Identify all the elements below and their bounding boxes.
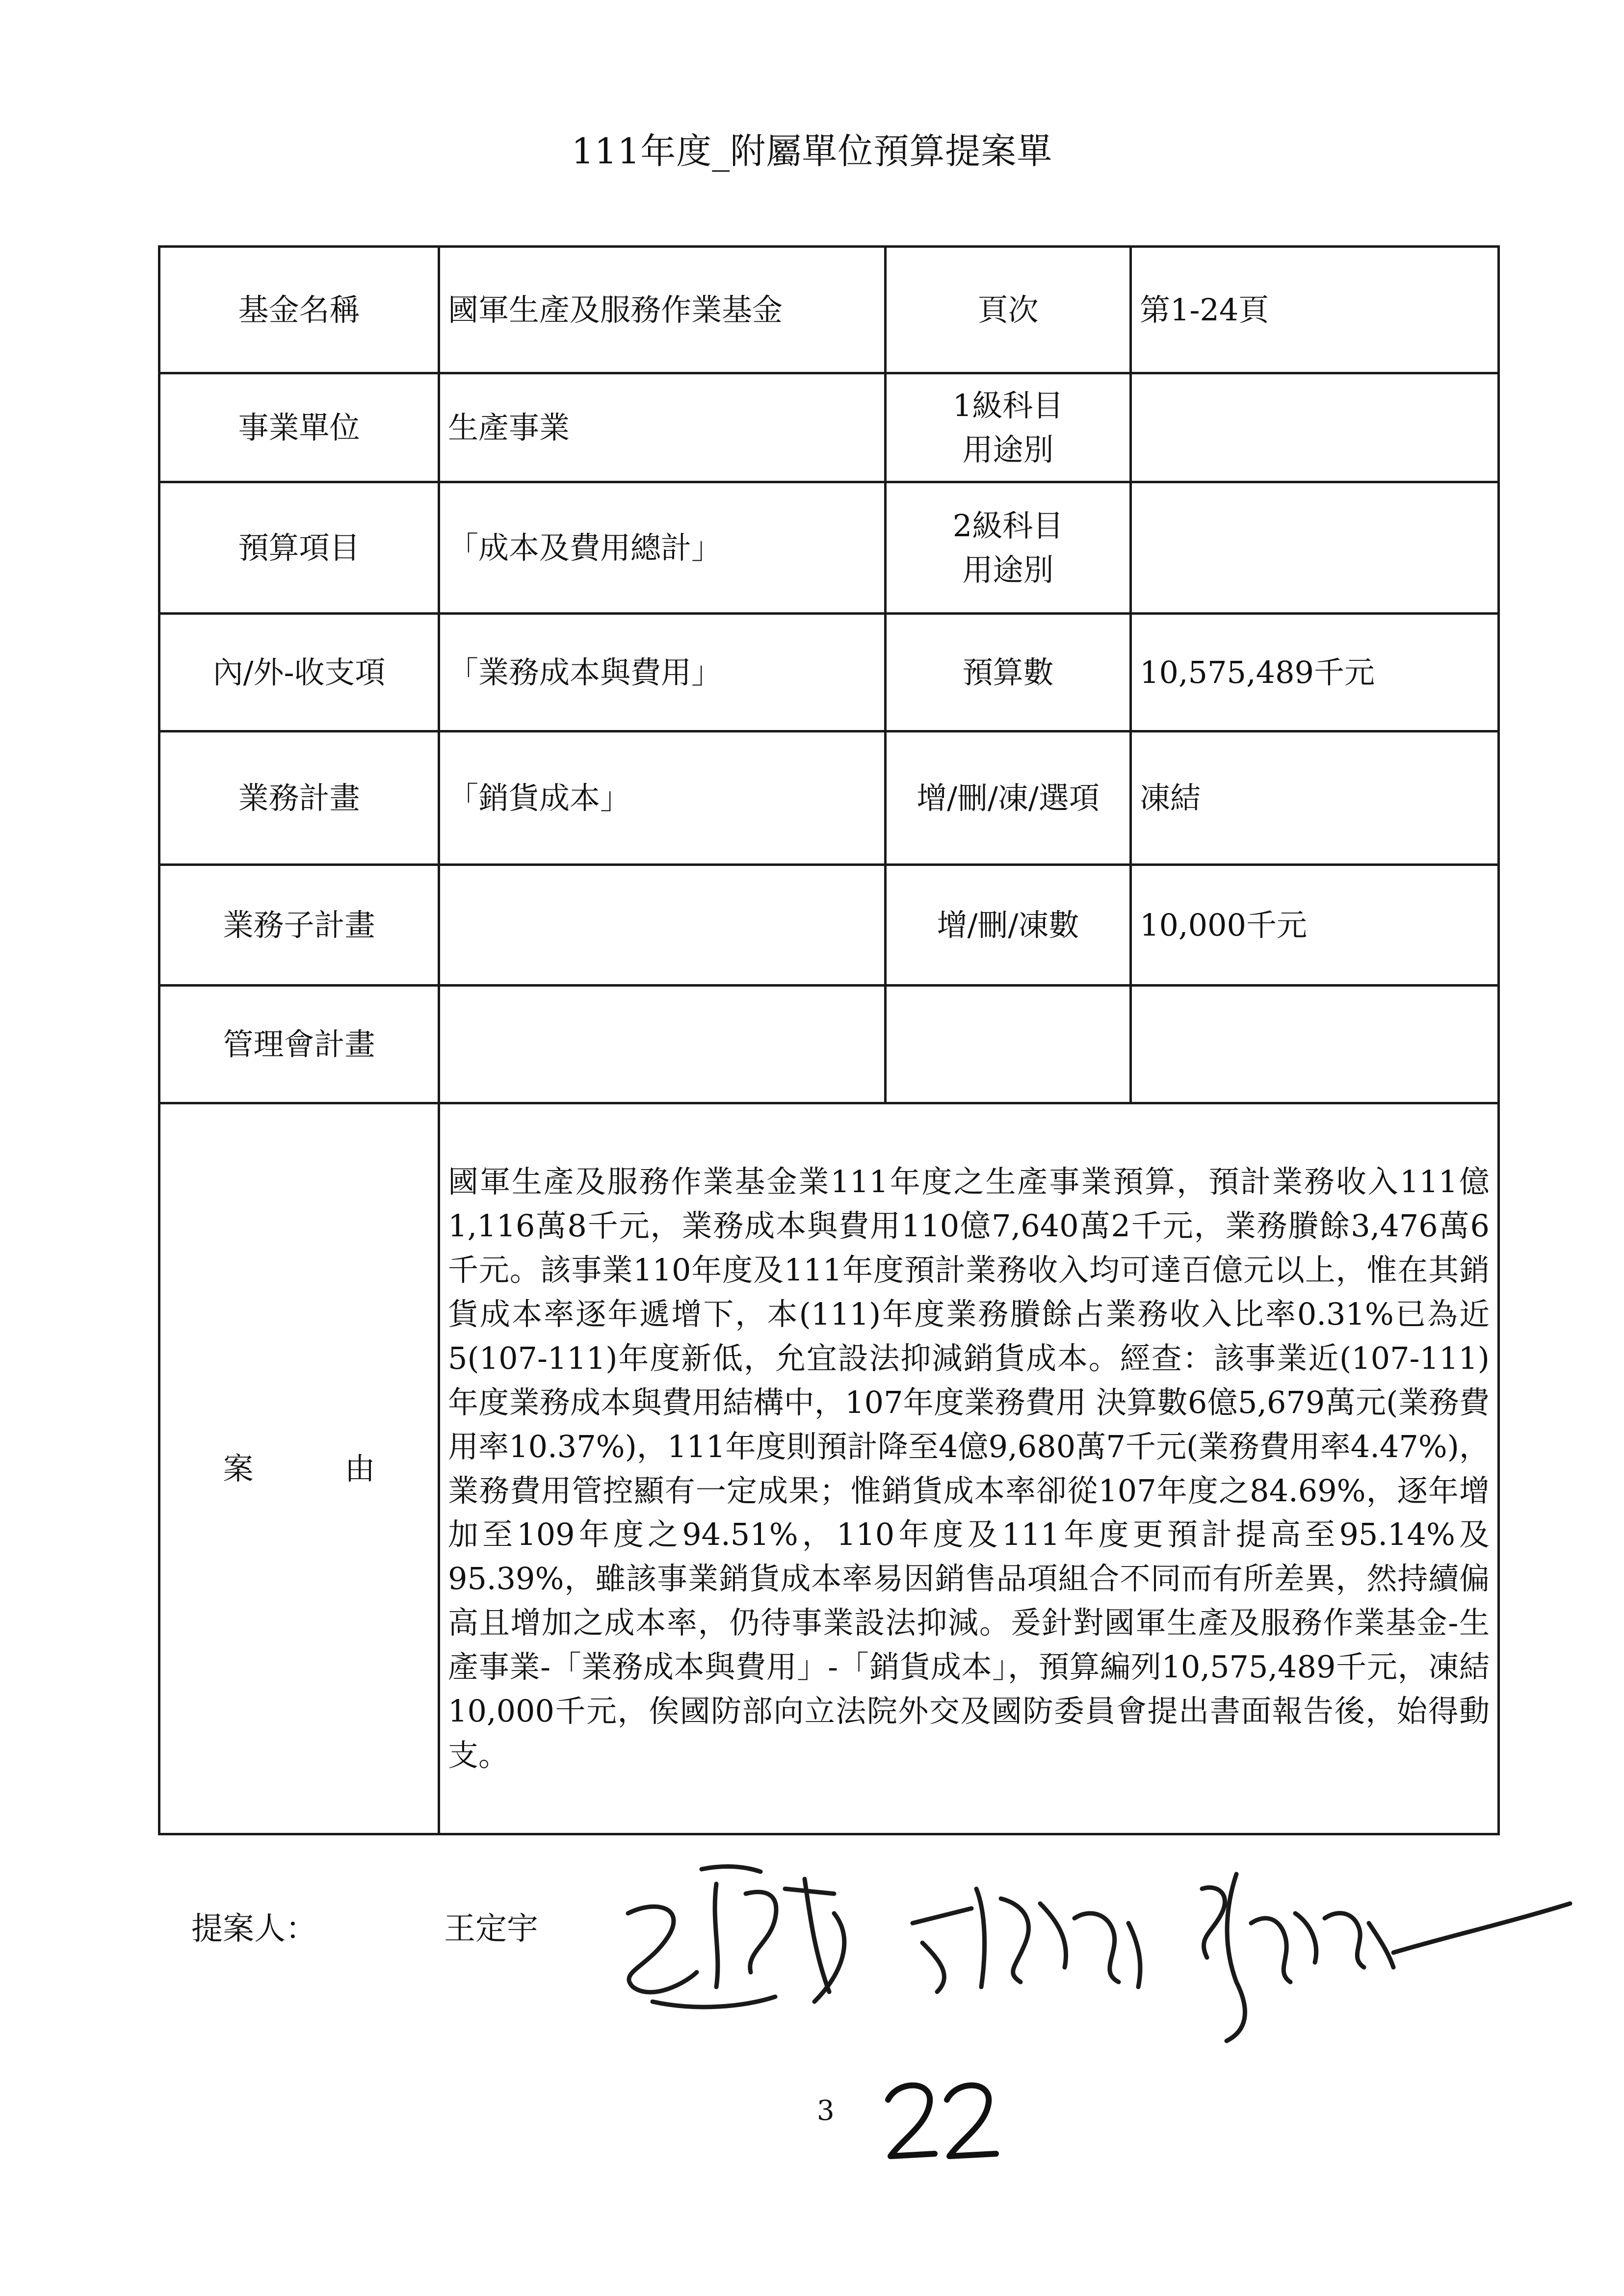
signatures	[599, 1825, 1590, 2082]
empty-label-cell	[886, 986, 1131, 1103]
business-unit-label: 事業單位	[159, 373, 439, 482]
table-row	[159, 865, 1499, 986]
proposer-label: 提案人：	[191, 1911, 317, 1947]
level2-subject-value	[1131, 482, 1499, 614]
proposal-form-table	[158, 245, 1500, 1835]
handwritten-number	[878, 2070, 1006, 2170]
action-option-label: 增/刪/凍/選項	[886, 731, 1131, 865]
level1-subject-label	[886, 373, 1131, 482]
fund-name-label: 基金名稱	[159, 247, 439, 373]
business-plan-value: 「銷貨成本」	[439, 731, 886, 865]
empty-value-cell	[1131, 986, 1499, 1103]
budget-item-label: 預算項目	[159, 482, 439, 614]
fund-name-value: 國軍生產及服務作業基金	[439, 247, 886, 373]
signature-1	[628, 1867, 844, 2007]
level1-subject-value	[1131, 373, 1499, 482]
table-row	[159, 986, 1499, 1103]
budget-item-value: 「成本及費用總計」	[439, 482, 886, 614]
handwritten-signatures	[599, 1825, 1590, 2080]
page-number: 3	[817, 2095, 835, 2127]
level1-subject-line2: 用途別	[962, 431, 1054, 468]
business-plan-label: 業務計畫	[159, 731, 439, 865]
level1-subject-line1: 1級科目	[952, 387, 1064, 423]
reason-text: 國軍生產及服務作業基金業111年度之生產事業預算，預計業務收入111億1,116萬8千元，業務成本與費用110億7,640萬2千元，業務賸餘3,476萬6千元。該事業110年度及111年度預計業務收入均可達百億元以上，惟在其銷貨成本率逐年遞增下，本(111)年度業務賸餘占業務收入比率0.31%已為近5(107-111)年度新低，允宜設法抑減銷貨成本。經查：該事業近(107-111)年度業務成本與費用結構中，107年度業務費用 決算數6億5,679萬元(業務費用率10.37%)，111年度則預計降至4億9,680萬7千元(業務費用率4.47%)，業務費用管控顯有一定成果；惟銷貨成本率卻從107年度之84.69%，逐年增加至109年度之94.51%，110年度及111年度更預計提高至95.14%及95.39%，雖該事業銷貨成本率易因銷售品項組合不同而有所差異，然持續偏高且增加之成本率，仍待事業設法抑減。爰針對國軍生產及服務作業基金-生產事業-「業務成本與費用」-「銷貨成本」，預算編列10,575,489千元，凍結10,000千元，俟國防部向立法院外交及國防委員會提出書面報告後，始得動支。	[439, 1103, 1499, 1834]
reason-row	[159, 1103, 1499, 1834]
business-unit-value: 生產事業	[439, 373, 886, 482]
proposer-name: 王定宇	[444, 1911, 538, 1947]
level2-subject-label	[886, 482, 1131, 614]
handwritten-number-drawing	[878, 2070, 1006, 2168]
mgmt-accounting-plan-label: 管理會計畫	[159, 986, 439, 1103]
signature-2	[913, 1889, 1140, 1992]
table-row	[159, 614, 1499, 731]
reason-label	[159, 1103, 439, 1834]
budget-amount-label: 預算數	[886, 614, 1131, 731]
action-amount-value: 10,000千元	[1131, 865, 1499, 986]
signature-3	[1202, 1874, 1570, 2041]
table-row	[159, 731, 1499, 865]
action-option-value: 凍結	[1131, 731, 1499, 865]
document-title: 111年度_附屬單位預算提案單	[571, 130, 1053, 172]
table-row	[159, 482, 1499, 614]
reason-label-char2: 由	[344, 1450, 375, 1487]
table-row	[159, 373, 1499, 482]
income-expense-value: 「業務成本與費用」	[439, 614, 886, 731]
income-expense-label: 內/外-收支項	[159, 614, 439, 731]
page-ref-label: 頁次	[886, 247, 1131, 373]
level2-subject-line1: 2級科目	[952, 507, 1064, 544]
sub-plan-value	[439, 865, 886, 986]
table-row	[159, 247, 1499, 373]
action-amount-label: 增/刪/凍數	[886, 865, 1131, 986]
budget-amount-value: 10,575,489千元	[1131, 614, 1499, 731]
level2-subject-line2: 用途別	[962, 551, 1054, 588]
sub-plan-label: 業務子計畫	[159, 865, 439, 986]
mgmt-accounting-plan-value	[439, 986, 886, 1103]
reason-label-char1: 案	[223, 1450, 254, 1487]
page-ref-value: 第1-24頁	[1131, 247, 1499, 373]
